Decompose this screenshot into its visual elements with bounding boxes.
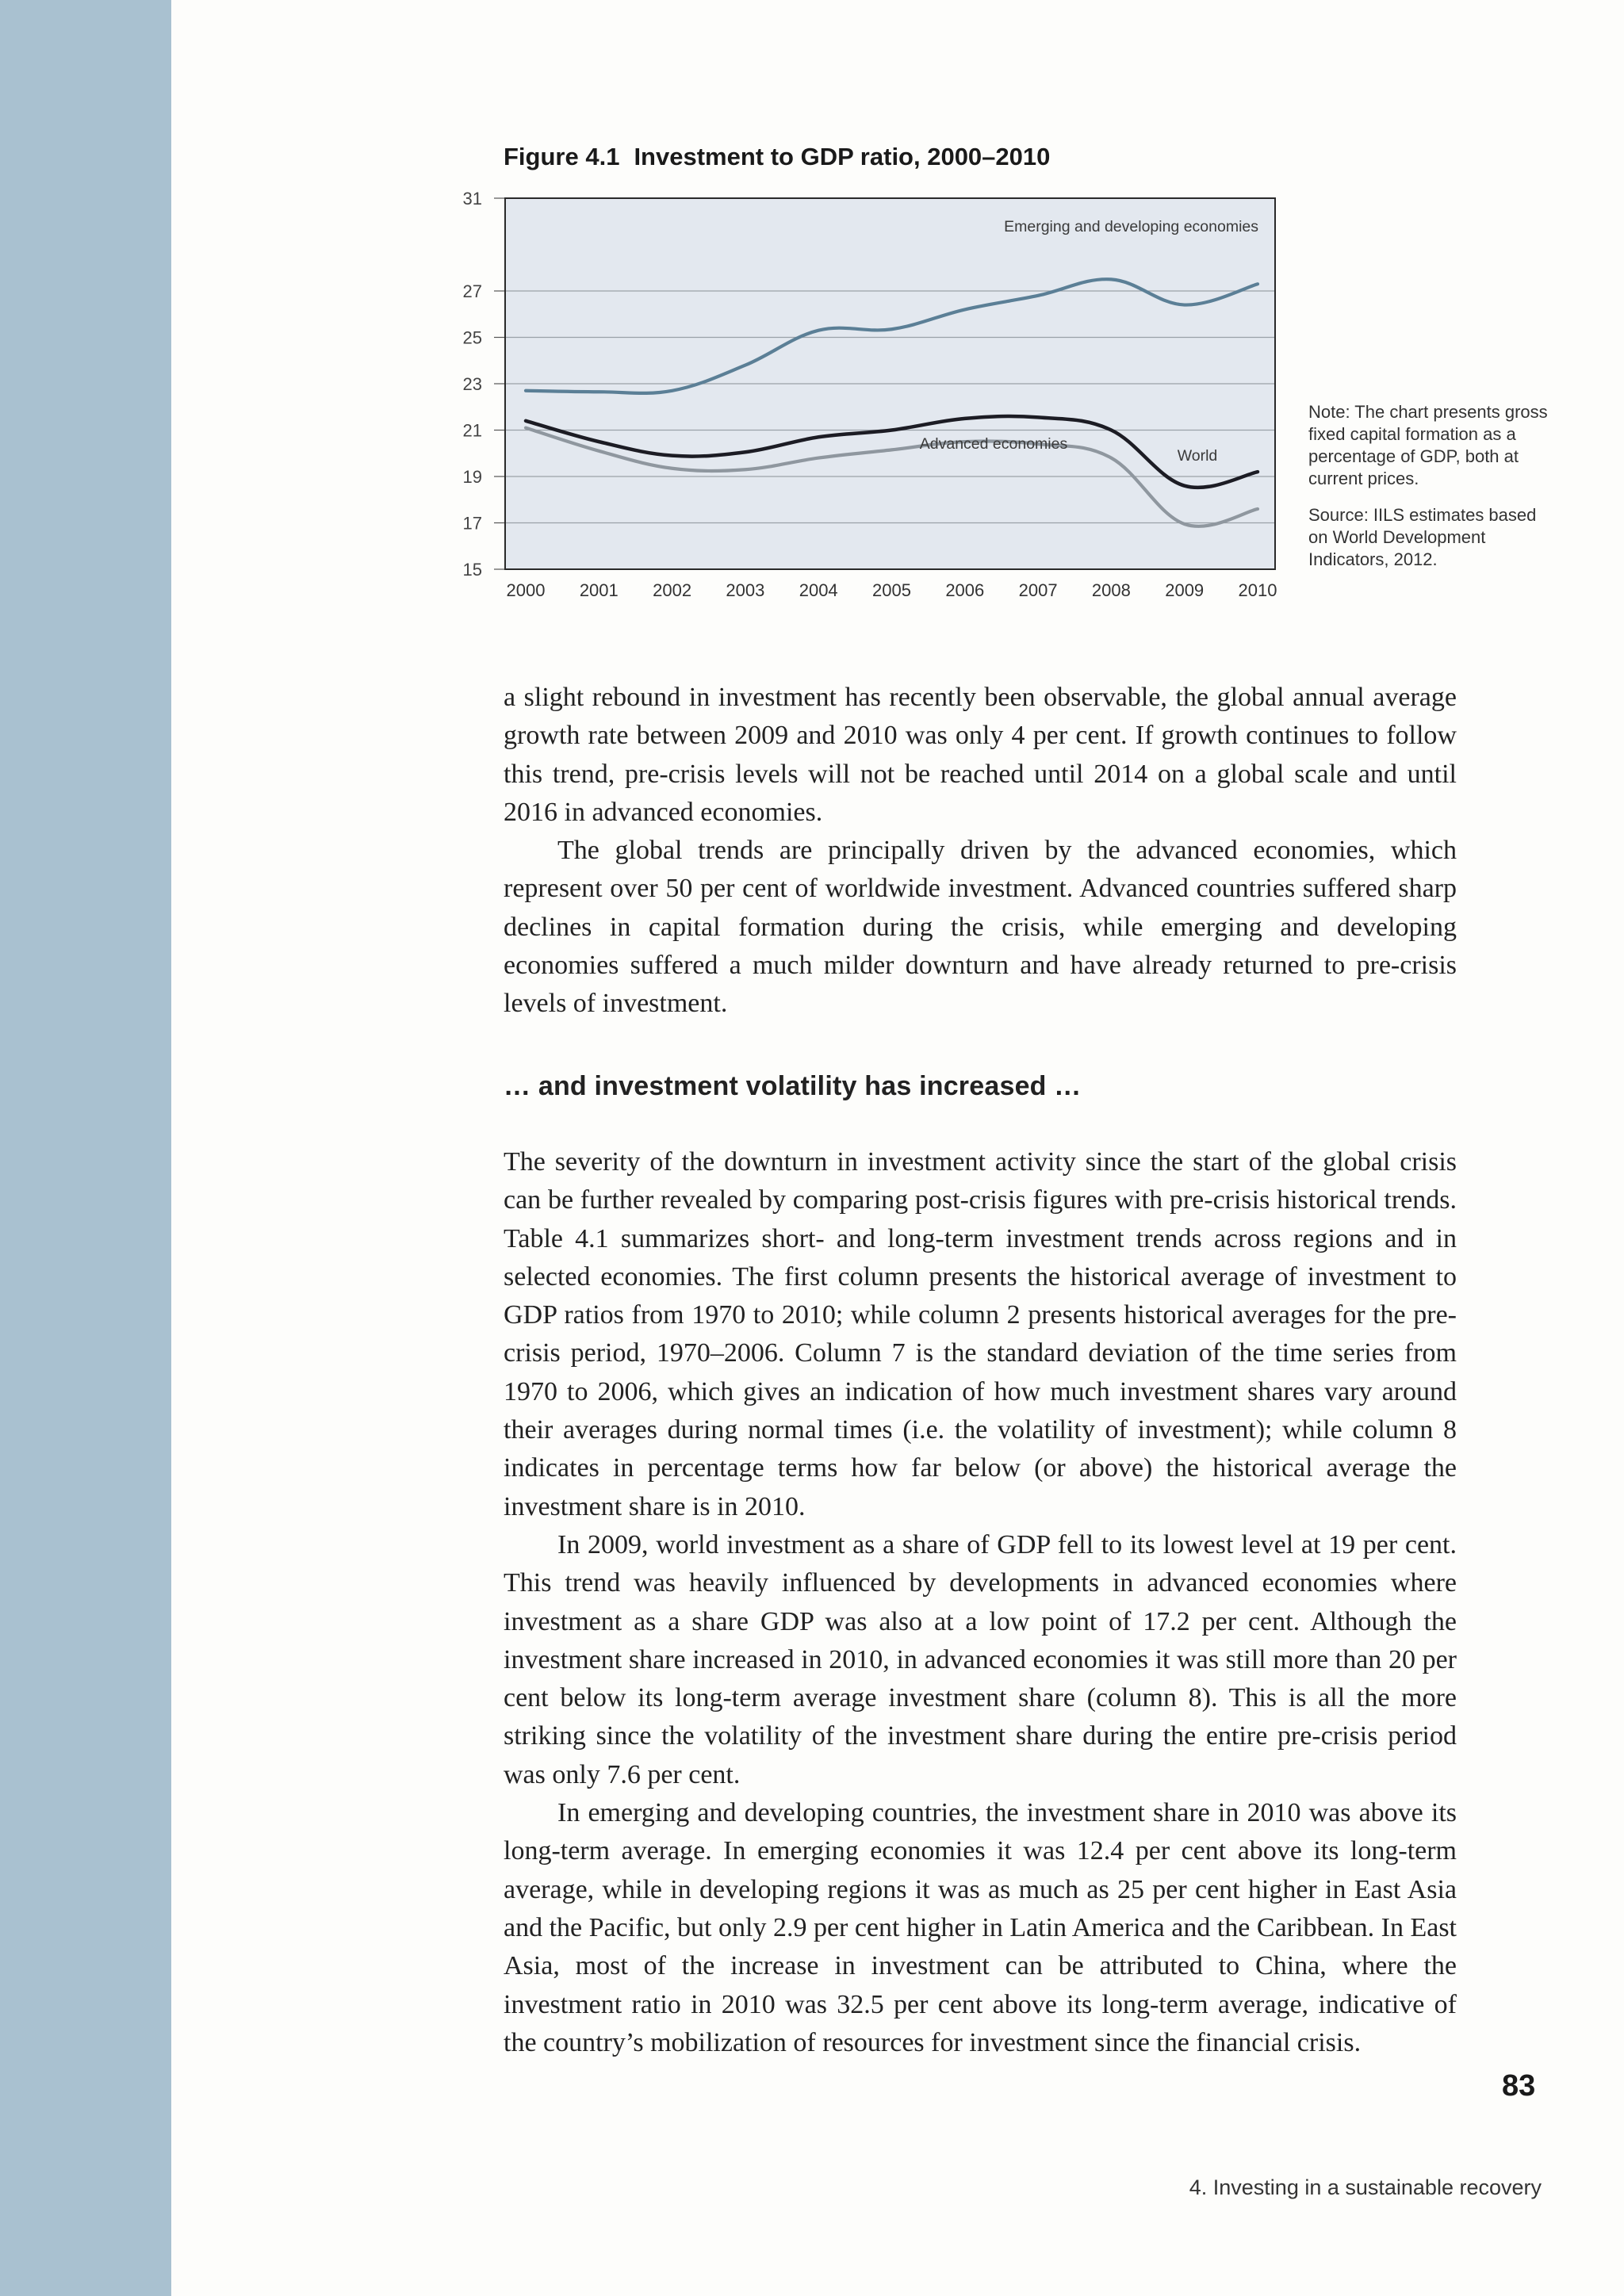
- series-label-advanced-economies: Advanced economies: [919, 435, 1068, 453]
- figure-title: [504, 143, 1050, 171]
- y-tick-label-27: 27: [462, 281, 482, 301]
- x-tick-label-2003: 2003: [726, 580, 765, 600]
- x-tick-label-2009: 2009: [1165, 580, 1205, 600]
- x-tick-label-2005: 2005: [872, 580, 911, 600]
- y-tick-label-15: 15: [462, 560, 482, 580]
- x-tick-label-2008: 2008: [1091, 580, 1131, 600]
- source-text: Source: IILS estimates based on World Development Indicators, 2012.: [1308, 505, 1537, 569]
- paragraph-2: The global trends are principally driven by the advanced economies, which represent over 50 per cent of worldwide investment. Advanced countries suffered sharp declines in capital formation during the crisis, while emerging and developing economies suffered a much milder downturn and have already returned to pre-crisis levels of investment.: [504, 836, 1457, 1019]
- series-label-world: World: [1177, 447, 1218, 465]
- running-footer: 4. Investing in a sustainable recovery: [1189, 2175, 1542, 2199]
- body-text: [504, 679, 1457, 2062]
- note-text: Note: The chart presents gross fixed capital formation as a percentage of GDP, both at current prices.: [1308, 402, 1548, 488]
- paragraph-5: In emerging and developing countries, the investment share in 2010 was above its long-term average. In emerging economies it was 12.4 per cent above its long-term average, while in developing regions it was as much as 25 per cent higher in East Asia and the Pacific, but only 2.9 per cent higher in Latin America and the Caribbean. In East Asia, most of the increase in investment can be attributed to China, where the investment ratio in 2010 was 32.5 per cent above its long-term average, indicative of the country’s mobilization of resources for investment since the financial crisis.: [504, 1798, 1457, 2057]
- y-tick-label-19: 19: [462, 467, 482, 487]
- figure-title-text: Investment to GDP ratio, 2000–2010: [634, 143, 1051, 170]
- x-tick-label-2001: 2001: [579, 580, 619, 600]
- y-tick-label-23: 23: [462, 374, 482, 394]
- x-tick-label-2000: 2000: [506, 580, 546, 600]
- y-tick-label-17: 17: [462, 513, 482, 534]
- x-tick-label-2006: 2006: [945, 580, 985, 600]
- paragraph-3: The severity of the downturn in investment activity since the start of the global crisis can be further revealed by comparing post-crisis figures with pre-crisis historical trends. Table 4.1 summarizes short- and long-term investment trends across regions and in selected economies. The first column presents the historical average of investment to GDP ratios from 1970 to 2010; while column 2 presents historical averages for the pre-crisis period, 1970–2006. Column 7 is the standard deviation of the time series from 1970 to 2006, which gives an indication of how much investment shares vary around their averages during normal times (i.e. the volatility of investment); while column 8 indicates in percentage terms how far below (or above) the historical average the investment share is in 2010.: [504, 1146, 1457, 1521]
- series-label-emerging-and-developing-economies: Emerging and developing economies: [1004, 218, 1258, 235]
- page-number: 83: [1502, 2069, 1536, 2103]
- chart-note: [1308, 401, 1554, 585]
- y-tick-label-21: 21: [462, 420, 482, 441]
- paragraph-1: a slight rebound in investment has recently been observable, the global annual average growth rate between 2009 and 2010 was only 4 per cent. If growth continues to follow this trend, pre-crisis levels will not be reached until 2014 on a global scale and until 2016 in advanced economies.: [504, 683, 1457, 827]
- paragraph-4: In 2009, world investment as a share of GDP fell to its lowest level at 19 per cent. This trend was heavily influenced by developments in advanced economies where investment as a share GDP was also at a low point of 17.2 per cent. Although the investment share increased in 2010, in advanced economies it was still more than 20 per cent below its long-term average investment share (column 8). This is all the more striking since the volatility of the investment share during the entire pre-crisis period was only 7.6 per cent.: [504, 1529, 1457, 1789]
- side-color-band: [0, 0, 171, 2296]
- x-tick-label-2004: 2004: [799, 580, 838, 600]
- investment-line-chart: [444, 182, 1285, 610]
- x-tick-label-2010: 2010: [1238, 580, 1277, 600]
- y-tick-label-25: 25: [462, 327, 482, 348]
- x-tick-label-2007: 2007: [1018, 580, 1058, 600]
- y-tick-label-31: 31: [462, 189, 482, 209]
- section-heading: … and investment volatility has increased …: [504, 1070, 1082, 1101]
- x-tick-label-2002: 2002: [653, 580, 692, 600]
- figure-label: Figure 4.1: [504, 143, 620, 170]
